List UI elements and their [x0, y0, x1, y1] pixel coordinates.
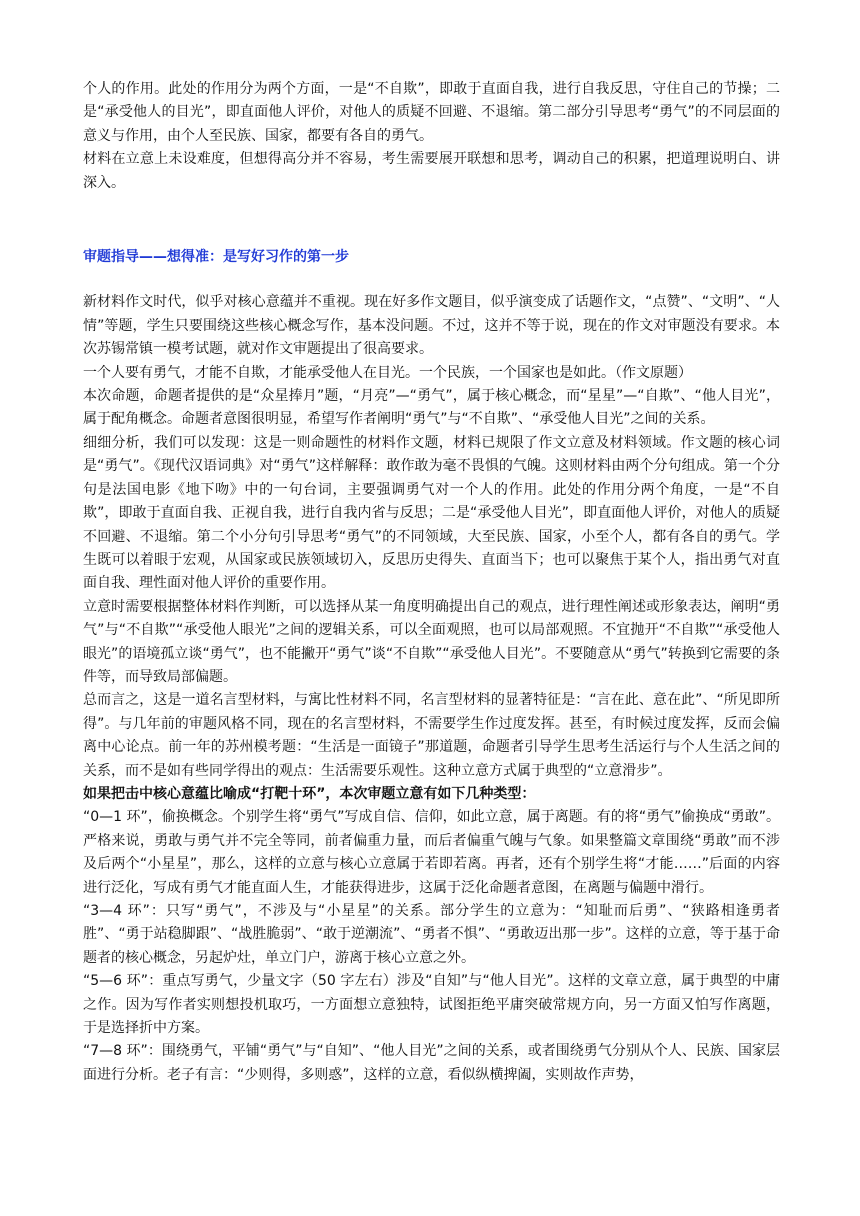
body-paragraph: “3—4 环”：只写“勇气”，不涉及与“小星星”的关系。部分学生的立意为：“知耻而后勇”、“狭路相逢勇者胜”、“勇于站稳脚跟”、“战胜脆弱”、“敢于逆潮流”、“勇者不惧”、“勇敢迈出那一步”。这样的立意，等于基于命题者的核心概念，另起炉灶，单立门户，游离于核心立意之外。	[83, 903, 780, 966]
body-paragraph: 细细分析，我们可以发现：这是一则命题性的材料作文题，材料已规限了作文立意及材料领域。作文题的核心词是“勇气”。《现代汉语词典》对“勇气”这样解释：敢作敢为毫不畏惧的气魄。这则材料由两个分句组成。第一个分句是法国电影《地下吻》中的一句台词，主要强调勇气对一个人的作用。此处的作用分两个角度，一是“不自欺”，即敢于直面自我、正视自我，进行自我内省与反思；二是“承受他人目光”，即直面他人评价，对他人的质疑不回避、不退缩。第二个小分句引导思考“勇气”的不同领域，大至民族、国家，小至个人，都有各自的勇气。学生既可以着眼于宏观，从国家或民族领域切入，反思历史得失、直面当下；也可以聚焦于某个人，指出勇气对直面自我、理性面对他人评价的重要作用。	[83, 434, 780, 592]
section-heading: 审题指导——想得准：是写好习作的第一步	[83, 249, 349, 266]
spacer	[83, 269, 780, 291]
body-paragraph: “7—8 环”：围绕勇气，平铺“勇气”与“自知”、“他人目光”之间的关系，或者围绕勇气分别从个人、民族、国家层面进行分析。老子有言：“少则得，多则惑”，这样的立意，看似纵横捭阖，实则故作声势，	[83, 1043, 780, 1083]
bold-lead-paragraph: 如果把击中核心意蕴比喻成“打靶十环”，本次审题立意有如下几种类型：	[83, 785, 536, 802]
body-paragraph: 一个人要有勇气，才能不自欺，才能承受他人在目光。一个民族，一个国家也是如此。（作文原题）	[83, 364, 692, 381]
body-paragraph: 本次命题，命题者提供的是“众星捧月”题，“月亮”—“勇气”，属于核心概念，而“星星”—“自欺”、“他人目光”，属于配角概念。命题者意图很明显，希望写作者阐明“勇气”与“不自欺”、“承受他人目光”之间的关系。	[83, 388, 780, 428]
body-paragraph: “0—1 环”，偷换概念。个别学生将“勇气”写成自信、信仰，如此立意，属于离题。有的将“勇气”偷换成“勇敢”。严格来说，勇敢与勇气并不完全等同，前者偏重力量，而后者偏重气魄与气象。如果整篇文章围绕“勇敢”而不涉及后两个“小星星”，那么，这样的立意与核心立意属于若即若离。再者，还有个别学生将“才能……”后面的内容进行泛化，写成有勇气才能直面人生，才能获得进步，这属于泛化命题者意图，在离题与偏题中滑行。	[83, 809, 780, 896]
body-paragraph: “5—6 环”：重点写勇气，少量文字（50 字左右）涉及“自知”与“他人目光”。这样的文章立意，属于典型的中庸之作。因为写作者实则想投机取巧，一方面想立意独特，试图拒绝平庸突破常规方向，另一方面又怕写作离题，于是选择折中方案。	[83, 973, 780, 1037]
body-paragraph: 立意时需要根据整体材料作判断，可以选择从某一角度明确提出自己的观点，进行理性阐述或形象表达，阐明“勇气”与“不自欺”“承受他人眼光”之间的逻辑关系，可以全面观照，也可以局部观照。不宜抛开“不自欺”“承受他人眼光”的语境孤立谈“勇气”，也不能撇开“勇气”谈“不自欺”“承受他人目光”。不要随意从“勇气”转换到它需要的条件等，而导致局部偏题。	[83, 598, 780, 685]
spacer	[83, 195, 780, 246]
body-paragraph: 总而言之，这是一道名言型材料，与寓比性材料不同，名言型材料的显著特征是：“言在此、意在此”、“所见即所得”。与几年前的审题风格不同，现在的名言型材料，不需要学生作过度发挥。甚至，有时候过度发挥，反而会偏离中心论点。前一年的苏州模考题：“生活是一面镜子”那道题，命题者引导学生思考生活运行与个人生活之间的关系，而不是如有些同学得出的观点：生活需要乐观性。这种立意方式属于典型的“立意滑步”。	[83, 692, 780, 779]
body-paragraph: 新材料作文时代，似乎对核心意蕴并不重视。现在好多作文题目，似乎演变成了话题作文，“点赞”、“文明”、“人情”等题，学生只要围绕这些核心概念写作，基本没问题。不过，这并不等于说，现在的作文对审题没有要求。本次苏锡常镇一模考试题，就对作文审题提出了很高要求。	[83, 294, 780, 358]
intro-paragraph-1: 个人的作用。此处的作用分为两个方面，一是“不自欺”，即敢于直面自我，进行自我反思，守住自己的节操；二是“承受他人的目光”，即直面他人评价，对他人的质疑不回避、不退缩。第二部分引导思考“勇气”的不同层面的意义与作用，由个人至民族、国家，都要有各自的勇气。	[83, 81, 780, 144]
intro-paragraph-2: 材料在立意上未设难度，但想得高分并不容易，考生需要展开联想和思考，调动自己的积累，把道理说明白、讲深入。	[83, 151, 780, 191]
document-page	[83, 78, 780, 1087]
